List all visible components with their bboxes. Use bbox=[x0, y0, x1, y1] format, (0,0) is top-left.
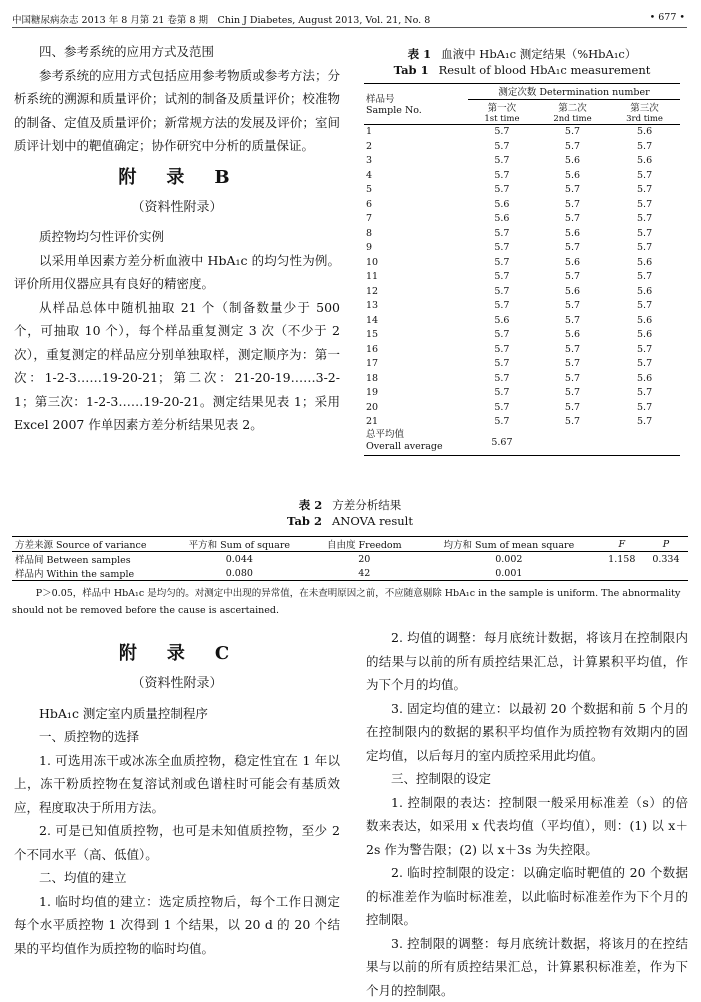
table1-sample-number: 16 bbox=[364, 342, 468, 357]
table1-sample-number: 3 bbox=[364, 154, 468, 169]
body-paragraph: 2. 均值的调整：每月底统计数据，将该月在控制限内的结果与以前的所有质控结果汇总，计算累积平均值，作为下个月的均值。 bbox=[366, 626, 688, 697]
table1-value-cell: 5.7 bbox=[468, 386, 536, 401]
table1-group-header: 测定次数 Determination number bbox=[468, 84, 680, 100]
table1-sample-number: 10 bbox=[364, 255, 468, 270]
table1-value-cell: 5.6 bbox=[536, 328, 609, 343]
table1-sample-number: 5 bbox=[364, 183, 468, 198]
table1-value-cell: 5.7 bbox=[609, 386, 680, 401]
table1-value-cell: 5.6 bbox=[468, 313, 536, 328]
table1-sample-number: 18 bbox=[364, 371, 468, 386]
table1-value-cell: 5.7 bbox=[536, 386, 609, 401]
section-heading: 一、质控物的选择 bbox=[14, 725, 340, 749]
body-paragraph: 1. 可选用冻干或冰冻全血质控物，稳定性宜在 1 年以上，冻干粉质控物在复溶试剂或色谱柱时可能会有基质效应，程度取决于所用方法。 bbox=[14, 749, 340, 820]
table1-value-cell: 5.7 bbox=[468, 400, 536, 415]
table1-value-cell: 5.7 bbox=[468, 226, 536, 241]
table2-header-cell: 方差来源 Source of variance bbox=[12, 537, 168, 552]
table1-value-cell: 5.6 bbox=[536, 154, 609, 169]
table1-sample-number: 15 bbox=[364, 328, 468, 343]
left-column-top bbox=[14, 40, 340, 437]
table1-value-cell: 5.7 bbox=[536, 241, 609, 256]
body-paragraph: 从样品总体中随机抽取 21 个（制备数量少于 500 个，可抽取 10 个），每个样品重复测定 3 次（不少于 2 次），重复测定的样品应分别单独取样，测定顺序为：第一次：1-2-3……19-20-21；第二次：21-20-19……3-2-1；第三次：1-2-3……19-20-21。测定结果见表 1；采用 Excel 2007 作单因素方差分析结果见表 2。 bbox=[14, 296, 340, 437]
table1-sample-number: 7 bbox=[364, 212, 468, 227]
table1-value-cell: 5.7 bbox=[609, 226, 680, 241]
table1-row bbox=[364, 139, 680, 154]
table1-label-cn: 表 1 bbox=[408, 47, 432, 61]
table1-overall-label: 总平均值 Overall average bbox=[364, 429, 468, 456]
table1-body bbox=[364, 124, 680, 429]
table1-sample-number: 20 bbox=[364, 400, 468, 415]
table1-value-cell: 5.7 bbox=[468, 415, 536, 430]
table1-value-cell: 5.7 bbox=[609, 357, 680, 372]
table1-value-cell: 5.7 bbox=[468, 342, 536, 357]
body-paragraph: 1. 控制限的表达：控制限一般采用标准差（s）的倍数来表达，如采用 x 代表均值（平均值），则：(1) 以 x＋2s 作为警告限；(2) 以 x＋3s 为失控限。 bbox=[366, 791, 688, 862]
running-header-left: 中国糖尿病杂志 2013 年 8 月第 21 卷第 8 期 Chin J Diabetes, August 2013, Vol. 21, No. 8 bbox=[12, 12, 430, 26]
table2-label-en: Tab 2 bbox=[287, 514, 322, 528]
table1-value-cell: 5.7 bbox=[609, 197, 680, 212]
table1-value-cell: 5.7 bbox=[609, 139, 680, 154]
table1-row bbox=[364, 328, 680, 343]
table1-row bbox=[364, 183, 680, 198]
table1-col-header: 第三次 3rd time bbox=[609, 99, 680, 124]
table1-value-cell: 5.7 bbox=[468, 328, 536, 343]
table1-value-cell: 5.7 bbox=[536, 342, 609, 357]
table1-label-en: Tab 1 bbox=[394, 63, 429, 77]
table1-value-cell: 5.7 bbox=[468, 270, 536, 285]
table1-sample-number: 13 bbox=[364, 299, 468, 314]
table1-value-cell: 5.7 bbox=[536, 139, 609, 154]
table1-sample-number: 9 bbox=[364, 241, 468, 256]
table1-value-cell: 5.6 bbox=[609, 255, 680, 270]
table1-value-cell: 5.7 bbox=[468, 357, 536, 372]
table1-value-cell: 5.7 bbox=[536, 313, 609, 328]
right-column-bottom bbox=[366, 626, 688, 1002]
table1-value-cell: 5.6 bbox=[468, 197, 536, 212]
table1-value-cell: 5.7 bbox=[609, 342, 680, 357]
table1-value-cell: 5.7 bbox=[536, 270, 609, 285]
table1-value-cell: 5.6 bbox=[536, 226, 609, 241]
table1-col-header: 第二次 2nd time bbox=[536, 99, 609, 124]
table2-row: 样品内 Within the sample 0.080 42 0.001 bbox=[12, 566, 688, 581]
table1-value-cell: 5.6 bbox=[609, 154, 680, 169]
table2-header-cell: 均方和 Sum of mean square bbox=[418, 537, 600, 552]
table1-row bbox=[364, 255, 680, 270]
table1-value-cell: 5.7 bbox=[536, 371, 609, 386]
table1-row bbox=[364, 197, 680, 212]
table1-value-cell: 5.7 bbox=[609, 168, 680, 183]
table1-row bbox=[364, 241, 680, 256]
body-paragraph: 1. 临时均值的建立：选定质控物后，每个工作日测定每个水平质控物 1 次得到 1 个结果，以 20 d 的 20 个结果的平均值作为质控物的临时均值。 bbox=[14, 890, 340, 961]
table1-row bbox=[364, 357, 680, 372]
table1-value-cell: 5.6 bbox=[536, 168, 609, 183]
table1-sample-number: 19 bbox=[364, 386, 468, 401]
running-header bbox=[12, 11, 687, 28]
table1-row bbox=[364, 386, 680, 401]
table1-row bbox=[364, 342, 680, 357]
table1-value-cell: 5.7 bbox=[609, 299, 680, 314]
table1-sample-number: 12 bbox=[364, 284, 468, 299]
table2-header-cell: 平方和 Sum of square bbox=[168, 537, 311, 552]
table1-value-cell: 5.7 bbox=[609, 415, 680, 430]
table1-value-cell: 5.7 bbox=[468, 139, 536, 154]
table1-value-cell: 5.7 bbox=[468, 154, 536, 169]
table1-value-cell: 5.6 bbox=[609, 124, 680, 139]
table1-value-cell: 5.7 bbox=[536, 197, 609, 212]
appendix-c-title: 附 录 C bbox=[14, 640, 340, 668]
body-paragraph: 2. 临时控制限的设定：以确定临时靶值的 20 个数据的标准差作为临时标准差，以此临时标准差作为下个月的控制限。 bbox=[366, 861, 688, 932]
table1-sample-number: 14 bbox=[364, 313, 468, 328]
table1-title-cn: 血液中 HbA₁c 测定结果（%HbA₁c） bbox=[441, 47, 636, 61]
section-heading: 四、参考系统的应用方式及范围 bbox=[14, 40, 340, 64]
table2-label-cn: 表 2 bbox=[299, 498, 323, 512]
table1-row bbox=[364, 168, 680, 183]
table1-sample-number: 4 bbox=[364, 168, 468, 183]
appendix-b-subtitle: （资料性附录） bbox=[14, 196, 340, 220]
table1-value-cell: 5.7 bbox=[609, 400, 680, 415]
table1-value-cell: 5.6 bbox=[468, 212, 536, 227]
table1-col-header: 第一次 1st time bbox=[468, 99, 536, 124]
table1-row bbox=[364, 400, 680, 415]
table1-value-cell: 5.7 bbox=[468, 183, 536, 198]
table1-value-cell: 5.7 bbox=[468, 299, 536, 314]
table1-value-cell: 5.7 bbox=[468, 168, 536, 183]
table1-value-cell: 5.7 bbox=[609, 241, 680, 256]
body-paragraph: 2. 可是已知值质控物，也可是未知值质控物，至少 2 个不同水平（高、低值）。 bbox=[14, 819, 340, 866]
appendix-c-subtitle: （资料性附录） bbox=[14, 672, 340, 696]
table1-value-cell: 5.6 bbox=[609, 328, 680, 343]
table1-row bbox=[364, 226, 680, 241]
table1-caption bbox=[364, 46, 680, 78]
table1-value-cell: 5.7 bbox=[536, 183, 609, 198]
table1-row bbox=[364, 371, 680, 386]
table1-value-cell: 5.7 bbox=[536, 400, 609, 415]
table1-value-cell: 5.7 bbox=[536, 212, 609, 227]
table2-header-cell: F bbox=[600, 537, 644, 552]
table1-value-cell: 5.7 bbox=[536, 124, 609, 139]
table1-value-cell: 5.7 bbox=[468, 241, 536, 256]
table1-row bbox=[364, 124, 680, 139]
table1-row bbox=[364, 415, 680, 430]
table1-value-cell: 5.7 bbox=[536, 415, 609, 430]
table1-value-cell: 5.7 bbox=[468, 124, 536, 139]
body-paragraph: 参考系统的应用方式包括应用参考物质或参考方法；分析系统的溯源和质量评价；试剂的制备及质量评价；校准物的制备、定值及质量评价；新常规方法的发展及评价；室间质评计划中的靶值确定；协作研究中分析的质量保证。 bbox=[14, 64, 340, 158]
table1-value-cell: 5.6 bbox=[536, 284, 609, 299]
table1-row bbox=[364, 270, 680, 285]
table1-value-cell: 5.7 bbox=[609, 183, 680, 198]
table1-sample-number: 6 bbox=[364, 197, 468, 212]
table1-sample-number: 8 bbox=[364, 226, 468, 241]
table1-value-cell: 5.6 bbox=[609, 313, 680, 328]
table1-row bbox=[364, 299, 680, 314]
table1-row bbox=[364, 212, 680, 227]
table1-row bbox=[364, 154, 680, 169]
left-column-bottom bbox=[14, 634, 340, 960]
table2-header-cell: 自由度 Freedom bbox=[311, 537, 418, 552]
table1-value-cell: 5.7 bbox=[609, 212, 680, 227]
table1-value-cell: 5.7 bbox=[468, 371, 536, 386]
table1-value-cell: 5.7 bbox=[468, 284, 536, 299]
table2-row: 样品间 Between samples 0.044 20 0.002 1.158 0.334 bbox=[12, 552, 688, 567]
procedure-title: HbA₁c 测定室内质量控制程序 bbox=[14, 702, 340, 726]
table1-value-cell: 5.7 bbox=[536, 299, 609, 314]
page-number: • 677 • bbox=[650, 12, 685, 23]
table1-value-cell: 5.6 bbox=[609, 284, 680, 299]
table1-sample-header: 样品号 Sample No. bbox=[364, 84, 468, 125]
table1-value-cell: 5.7 bbox=[609, 270, 680, 285]
table1-value-cell: 5.7 bbox=[536, 357, 609, 372]
table2-caption bbox=[12, 497, 688, 529]
table1 bbox=[364, 83, 680, 456]
body-paragraph: 以采用单因素方差分析血液中 HbA₁c 的均匀性为例。评价所用仪器应具有良好的精密度。 bbox=[14, 249, 340, 296]
table1-sample-number: 2 bbox=[364, 139, 468, 154]
body-paragraph: 3. 控制限的调整：每月底统计数据，将该月的在控结果与以前的所有质控结果汇总，计算累积标准差，作为下个月的控制限。 bbox=[366, 932, 688, 1002]
table1-sample-number: 17 bbox=[364, 357, 468, 372]
table1-title-en: Result of blood HbA₁c measurement bbox=[439, 63, 651, 77]
table1-value-cell: 5.6 bbox=[536, 255, 609, 270]
table2-title-cn: 方差分析结果 bbox=[332, 498, 401, 512]
table2 bbox=[12, 536, 688, 581]
table1-sample-number: 1 bbox=[364, 124, 468, 139]
example-title: 质控物均匀性评价实例 bbox=[14, 225, 340, 249]
appendix-b-title: 附 录 B bbox=[14, 164, 340, 192]
table1-row bbox=[364, 313, 680, 328]
table1-row bbox=[364, 284, 680, 299]
table1-sample-number: 11 bbox=[364, 270, 468, 285]
table2-header-cell: P bbox=[644, 537, 688, 552]
section-heading: 三、控制限的设定 bbox=[366, 767, 688, 791]
section-heading: 二、均值的建立 bbox=[14, 866, 340, 890]
table1-sample-number: 21 bbox=[364, 415, 468, 430]
table1-value-cell: 5.7 bbox=[468, 255, 536, 270]
body-paragraph: 3. 固定均值的建立：以最初 20 个数据和前 5 个月的在控制限内的数据的累积平均值作为质控物有效期内的固定均值，以后每月的室内质控采用此均值。 bbox=[366, 697, 688, 768]
table1-value-cell: 5.6 bbox=[609, 371, 680, 386]
table1-overall-value: 5.67 bbox=[468, 429, 536, 456]
table2-title-en: ANOVA result bbox=[332, 514, 413, 528]
table2-note: P＞0.05，样品中 HbA₁c 是均匀的。对测定中出现的异常值，在未查明原因之前，不应随意剔除 HbA₁c in the sample is uniform. The abnormality should not be removed before the cause is ascertained. bbox=[12, 585, 688, 619]
